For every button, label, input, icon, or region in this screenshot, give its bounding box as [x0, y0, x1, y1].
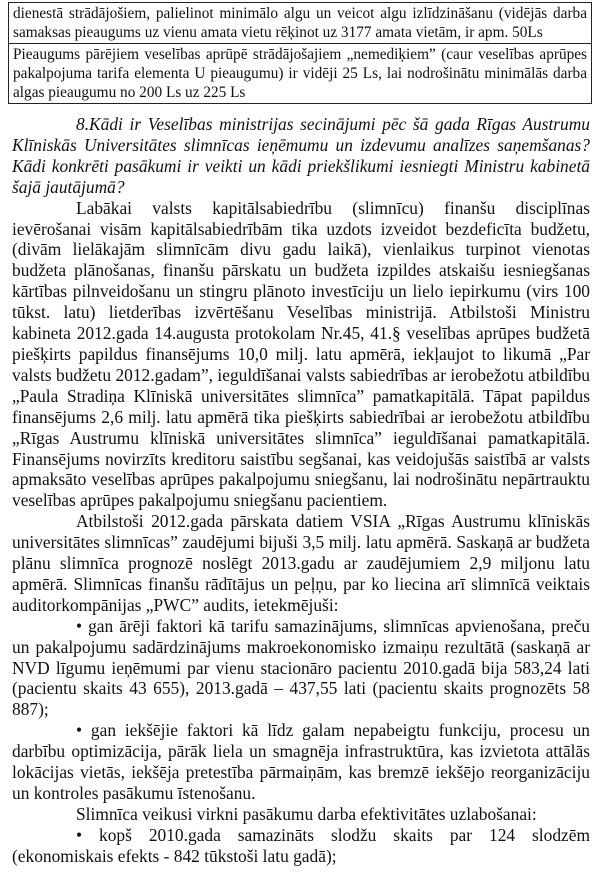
summary-table [8, 2, 592, 104]
paragraph: Atbilstoši 2012.gada pārskata datiem VSIA „Rīgas Austrumu klīniskās universitātes slimnīcas” zaudējumi bijuši 3,5 milj. latu apmērā. Saskaņā ar budžeta plānu slimnīca prognozē noslēgt 2013.gadu ar zaudējumiem 2,9 miljonu latu apmērā. Slimnīcas finanšu rādītājus un peļņu, par ko liecina arī slimnīcā veiktais auditorkompānijas „PWC” audits, ietekmējuši: [12, 511, 590, 615]
question-heading: 8.Kādi ir Veselības ministrijas secinājumi pēc šā gada Rīgas Austrumu Klīniskās Universitātes slimnīcas ieņēmumu un izdevumu analīzes saņemšanas? Kādi konkrēti pasākumi ir veikti un kādi priekšlikumi iesniegti Ministru kabinetā šajā jautājumā? [12, 114, 590, 197]
paragraph: Slimnīca veikusi virkni pasākumu darba efektivitātes uzlabošanai: [76, 803, 537, 824]
table-row: dienestā strādājošiem, palielinot minimālo algu un veicot algu izlīdzināšanu (vidējās darba samaksas pieaugums uz vienu amata vietu rēķinot uz 3177 amata vietām, ir apm. 50Ls [13, 5, 587, 41]
table-row: Pieaugums pārējiem veselības aprūpē strādājošajiem „nemediķiem” (caur veselības aprūpes pakalpojuma tarifa elementa U pieaugumu) ir vidēji 25 Ls, lai nodrošinātu minimālās darba algas pieaugumu no 200 Ls uz 225 Ls [9, 43, 591, 103]
bullet-item: • gan iekšējie faktori kā līdz galam nepabeigtu funkciju, procesu un darbību optimizācija, pārāk liela un smagnēja infrastruktūra, kas izvietota attālās lokācijas vietās, iekšēja pretestība pārmaiņām, kas bremzē iekšējo reorganizāciju un kontroles pasākumu īstenošanu. [12, 720, 590, 803]
bullet-item: • gan ārēji faktori kā tarifu samazinājums, slimnīcas apvienošana, preču un pakalpojumu sadārdzinājums makroekonomisko izmaiņu rezultātā (saskaņā ar NVD līgumu ieņēmumi par vienu stacionāro pacientu 2010.gadā bija 583,24 lati (pacientu skaits 43 655), 2013.gadā – 437,55 lati (pacientu skaits prognozēts 58 887); [12, 615, 590, 720]
paragraph: Labākai valsts kapitālsabiedrību (slimnīcu) finanšu disciplīnas ievērošanai visām kapitālsabiedrībām tika uzdots izveidot bezdeficīta budžetu, (divām lielākajām slimnīcām divu gadu laikā), vienlaikus turpinot vienotas budžeta plānošanas, finanšu pārskatu un budžeta izpildes atskaišu iesniegšanas kārtības pilnveidošanu un stingru plānoto investīciju un lielo iepirkumu (virs 100 tūkst. latu) lietderības izvērtēšanu Veselības ministrijā. Atbilstoši Ministru kabineta 2012.gada 14.augusta protokolam Nr.45, 41.§ veselības aprūpes budžetā piešķirts papildus finansējums 10,0 milj. latu apmērā, iekļaujot to likumā „Par valsts budžetu 2012.gadam”, ieguldīšanai valsts sabiedrības ar ierobežotu atbildību „Paula Stradiņa Klīniskā universitātes slimnīca” pamatkapitālā. Tāpat papildus finansējums 2,6 milj. latu apmērā tika piešķirts sabiedrībai ar ierobežotu atbildību „Rīgas Austrumu klīniskā universitātes slimnīca” ieguldīšanai pamatkapitālā. Finansējums novirzīts kreditoru saistību segšanai, kas veidojušās saistībā ar valsts apmaksāto veselības aprūpes pakalpojumu sniegšanu, lai nodrošinātu nepārtrauktu veselības aprūpes pakalpojumu sniegšanu pacientiem. [12, 197, 590, 511]
bullet-item: • kopš 2010.gada samazināts slodžu skaits par 124 slodzēm (ekonomiskais efekts - 842 tūkstoši latu gadā); [12, 824, 590, 866]
document-body [12, 114, 590, 867]
